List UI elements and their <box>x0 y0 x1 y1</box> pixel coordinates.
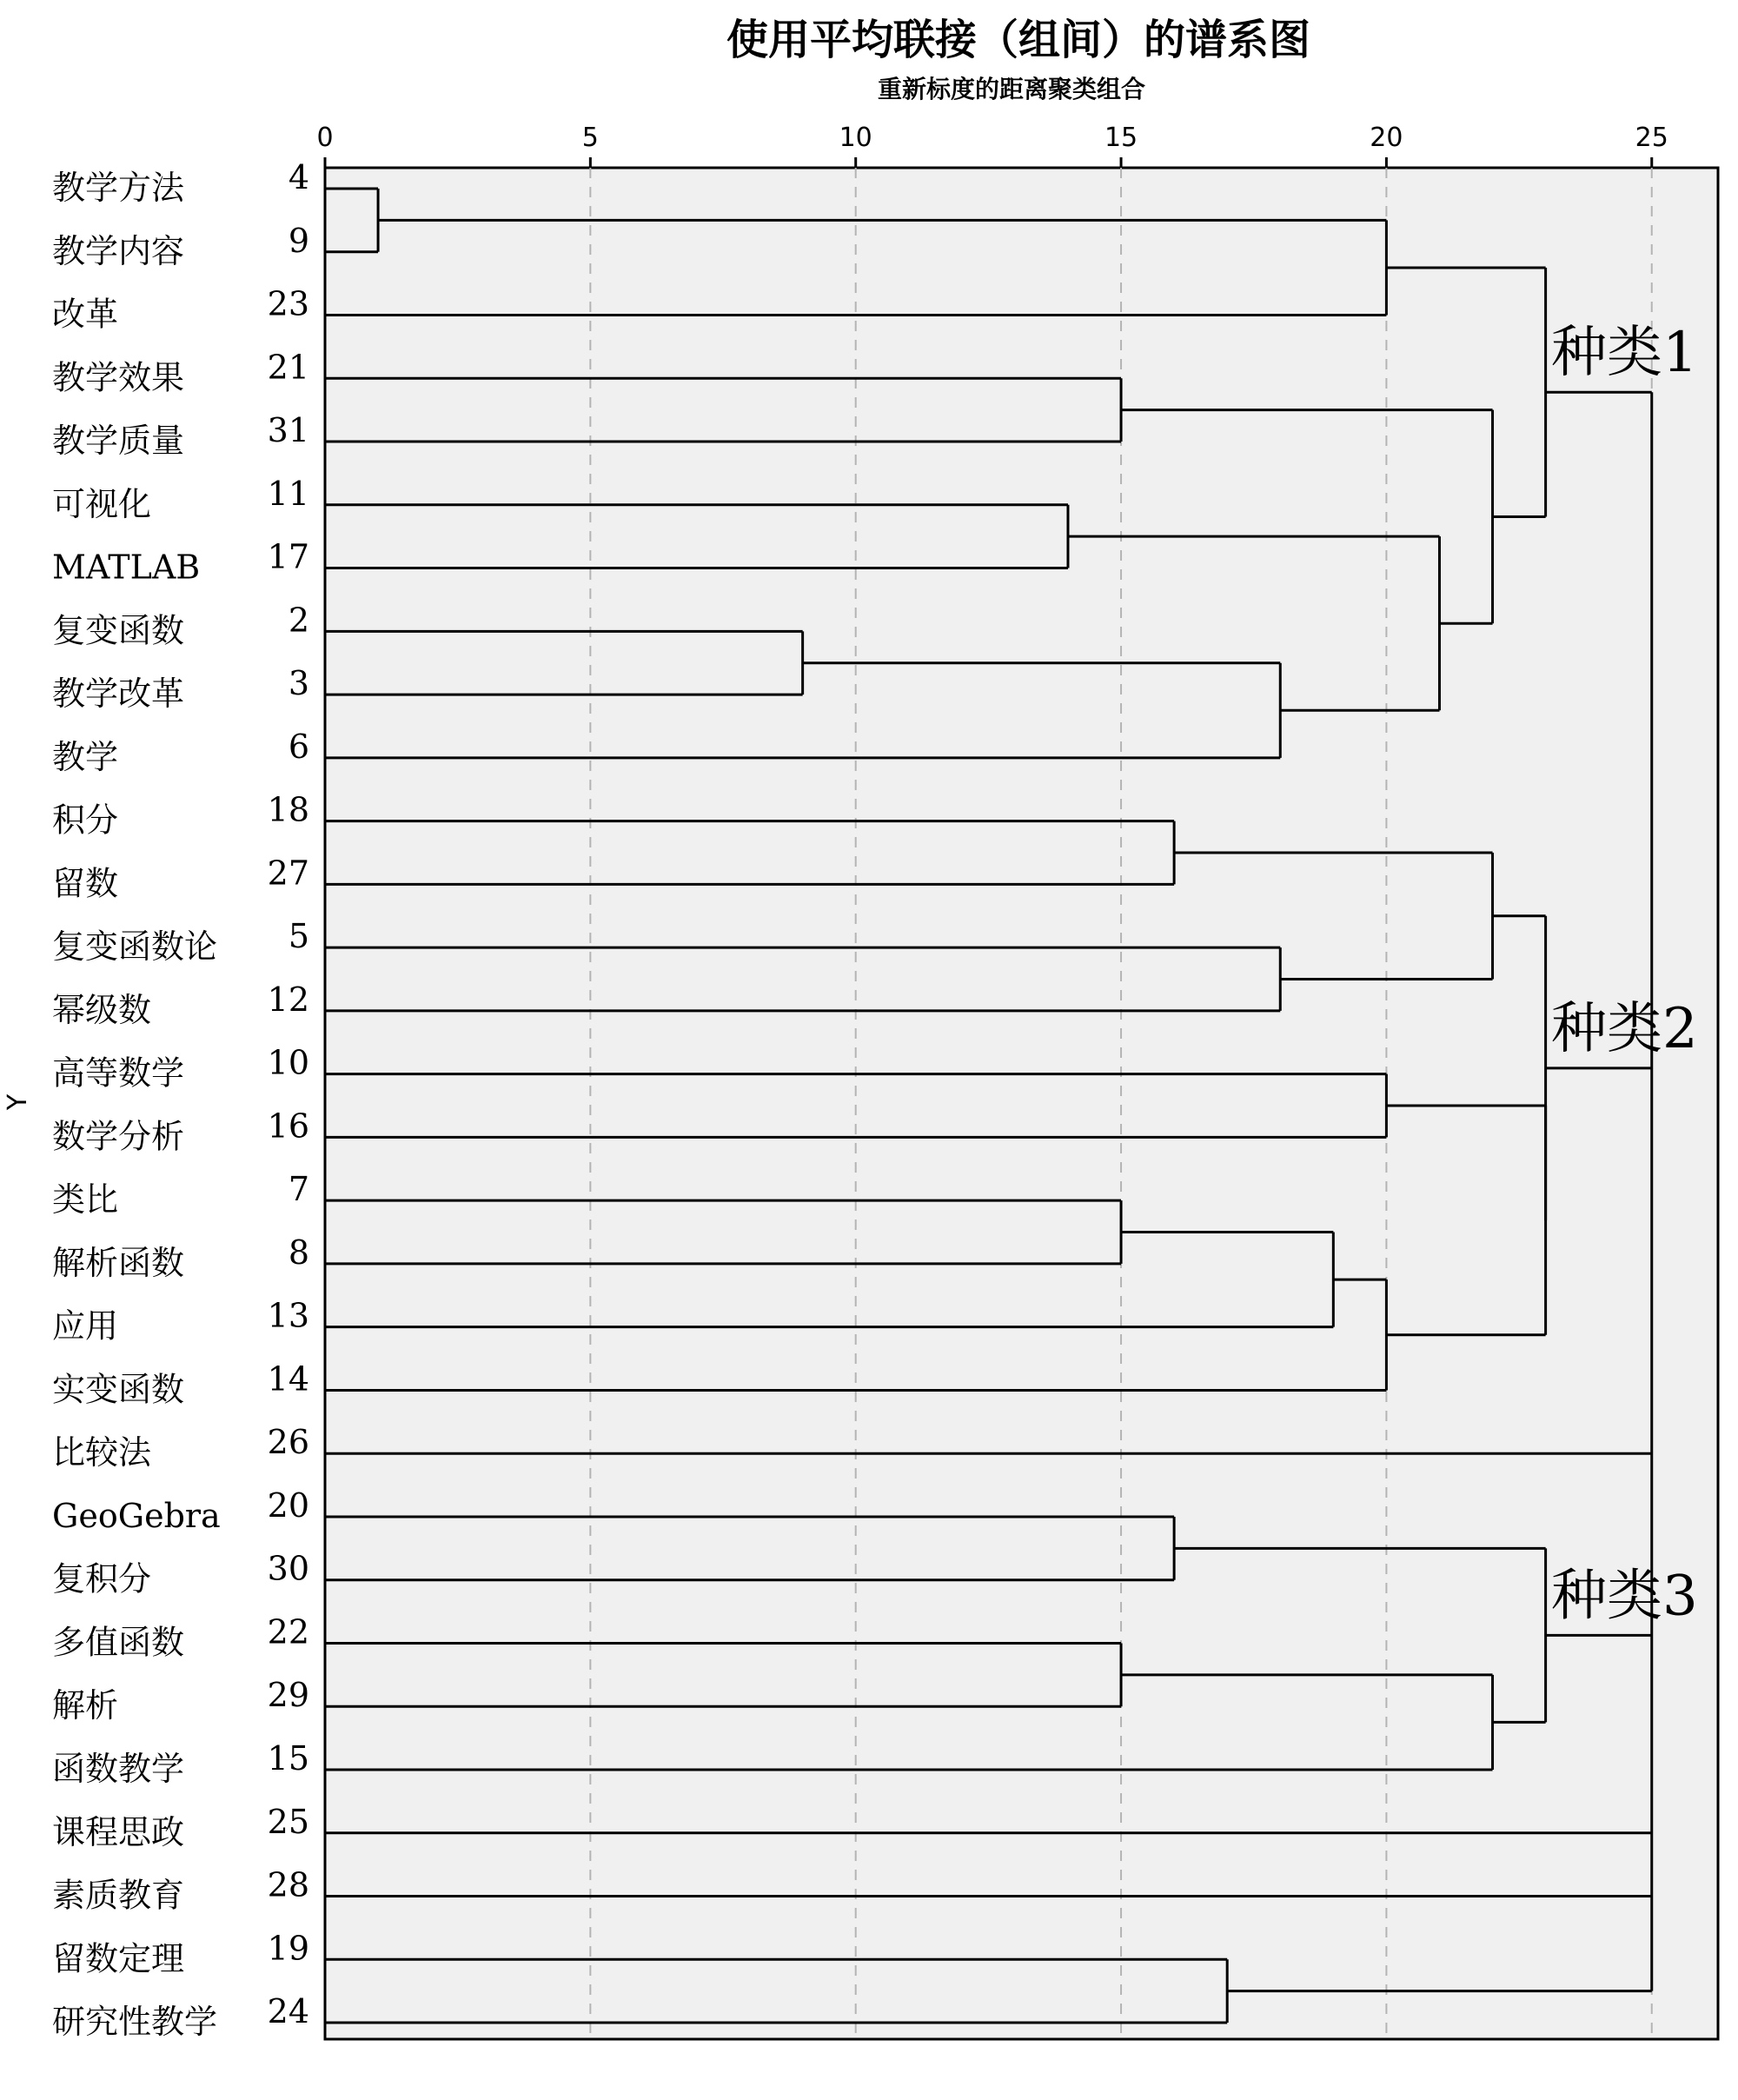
leaf-number: 4 <box>288 158 309 196</box>
leaf-label: 幂级数 <box>52 990 152 1029</box>
leaf-number: 3 <box>288 664 309 703</box>
leaf-number: 31 <box>267 411 309 450</box>
leaf-number: 20 <box>267 1485 309 1525</box>
leaf-label: MATLAB <box>52 548 201 587</box>
leaf-number: 14 <box>267 1359 309 1399</box>
leaf-label: 类比 <box>52 1180 119 1219</box>
leaf-label: 高等数学 <box>52 1053 185 1093</box>
leaf-label: 留数定理 <box>52 1939 185 1978</box>
leaf-label: GeoGebra <box>52 1496 221 1535</box>
leaf-number: 7 <box>288 1170 309 1209</box>
leaf-label: 教学质量 <box>52 422 185 461</box>
leaf-number: 30 <box>267 1549 309 1588</box>
leaf-number: 21 <box>267 348 309 387</box>
leaf-number: 5 <box>288 917 309 956</box>
leaf-label: 函数教学 <box>52 1750 185 1788</box>
leaf-number: 9 <box>288 221 309 260</box>
cluster-annotation: 种类1 <box>1551 321 1698 386</box>
leaf-label: 教学方法 <box>52 169 185 207</box>
chart-title: 使用平均联接（组间）的谱系图 <box>726 16 1311 64</box>
x-tick-label: 25 <box>1635 123 1668 153</box>
x-axis-ticks <box>316 123 1668 168</box>
leaf-label: 教学改革 <box>52 675 185 714</box>
leaf-label: 素质教育 <box>52 1876 185 1915</box>
leaf-label: 积分 <box>52 801 119 840</box>
leaf-label: 复变函数论 <box>52 927 218 967</box>
leaf-number: 29 <box>267 1676 309 1715</box>
leaf-number: 11 <box>267 474 309 513</box>
leaf-label: 留数 <box>52 864 119 903</box>
leaf-labels <box>52 158 309 2041</box>
cluster-annotation: 种类3 <box>1551 1564 1698 1629</box>
leaf-label: 实变函数 <box>52 1370 185 1409</box>
x-tick-label: 10 <box>839 123 872 153</box>
leaf-number: 18 <box>267 790 309 829</box>
leaf-number: 6 <box>288 727 309 766</box>
leaf-number: 2 <box>288 601 309 640</box>
leaf-number: 15 <box>267 1739 309 1778</box>
leaf-number: 8 <box>288 1233 309 1272</box>
leaf-label: 解析 <box>52 1686 119 1725</box>
leaf-number: 19 <box>267 1929 309 1968</box>
x-tick-label: 0 <box>316 123 334 153</box>
leaf-label: 改革 <box>52 295 119 334</box>
leaf-number: 24 <box>267 1992 309 2031</box>
leaf-number: 13 <box>267 1296 309 1335</box>
y-axis-label: Y <box>3 1093 33 1111</box>
leaf-label: 多值函数 <box>52 1623 185 1662</box>
x-tick-label: 15 <box>1104 123 1138 153</box>
leaf-label: 应用 <box>52 1306 119 1346</box>
leaf-number: 12 <box>267 980 309 1019</box>
leaf-number: 25 <box>267 1802 309 1841</box>
leaf-number: 10 <box>267 1043 309 1082</box>
cluster-annotation: 种类2 <box>1551 996 1698 1061</box>
leaf-label: 比较法 <box>52 1433 152 1472</box>
leaf-label: 教学效果 <box>52 358 185 397</box>
leaf-number: 26 <box>267 1423 309 1462</box>
plot-area <box>325 168 1718 2039</box>
leaf-label: 解析函数 <box>52 1243 185 1282</box>
x-tick-label: 5 <box>581 123 599 153</box>
leaf-number: 27 <box>267 854 309 893</box>
leaf-label: 可视化 <box>52 484 152 523</box>
chart-subtitle: 重新标度的距离聚类组合 <box>877 75 1146 103</box>
leaf-label: 课程思政 <box>52 1812 185 1851</box>
x-tick-label: 20 <box>1370 123 1403 153</box>
leaf-number: 17 <box>267 537 309 576</box>
leaf-number: 22 <box>267 1612 309 1651</box>
leaf-number: 28 <box>267 1865 309 1904</box>
leaf-label: 数学分析 <box>52 1117 185 1156</box>
leaf-label: 教学 <box>52 737 119 776</box>
leaf-label: 教学内容 <box>52 231 185 270</box>
leaf-label: 复积分 <box>52 1559 152 1598</box>
leaf-label: 研究性教学 <box>52 2003 218 2042</box>
leaf-label: 复变函数 <box>52 611 185 650</box>
leaf-number: 16 <box>267 1106 309 1146</box>
leaf-number: 23 <box>267 284 309 323</box>
